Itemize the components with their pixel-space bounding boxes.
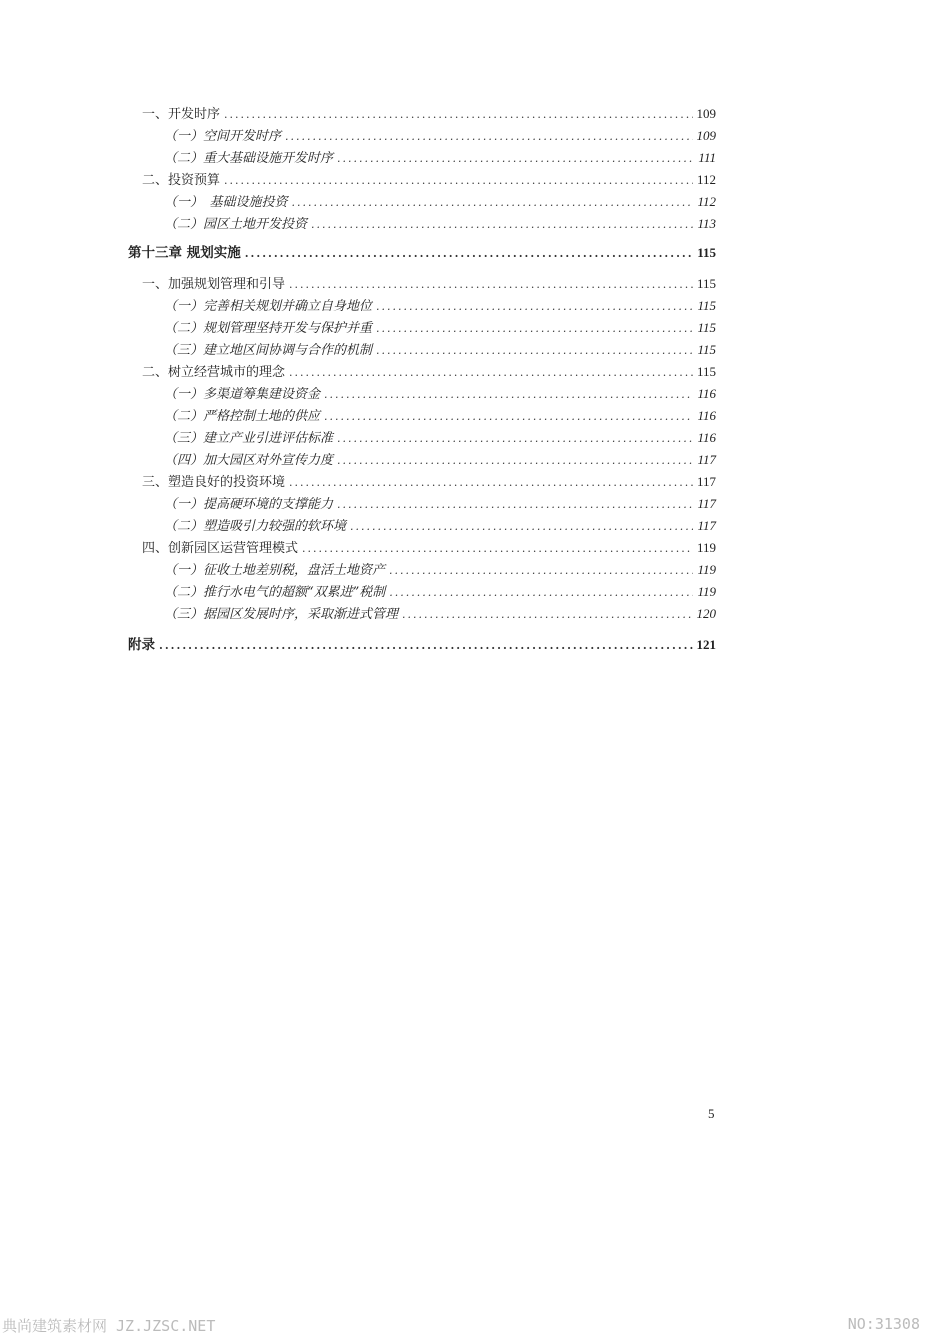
toc-dot-leader: [337, 454, 693, 467]
toc-dot-leader: [289, 278, 693, 291]
toc-dot-leader: [245, 247, 694, 260]
toc-entry[interactable]: [128, 515, 716, 537]
toc-entry[interactable]: [128, 493, 716, 515]
toc-entry[interactable]: [128, 273, 716, 295]
toc-entry-page: 115: [697, 320, 716, 335]
toc-entry-title: （一）征收土地差别税，盘活土地资产: [164, 563, 386, 578]
toc-entry-page: 109: [696, 128, 716, 143]
toc-entry[interactable]: [128, 383, 716, 405]
toc-entry-page: 119: [697, 584, 716, 599]
toc-entry-title: （二）严格控制土地的供应: [164, 409, 321, 424]
toc-dot-leader: [337, 498, 693, 511]
toc-entry-page: 115: [697, 342, 716, 357]
toc-dot-leader: [285, 130, 692, 143]
toc-entry-title: （二）规划管理坚持开发与保护并重: [164, 321, 373, 336]
toc-dot-leader: [376, 322, 693, 335]
toc-entry-page: 121: [696, 637, 716, 652]
toc-entry-page: 112: [697, 194, 716, 209]
toc-dot-leader: [402, 608, 692, 621]
watermark-id: NO:31308: [847, 1315, 920, 1333]
toc-entry-title: 附录: [128, 637, 155, 653]
toc-entry[interactable]: [128, 317, 716, 339]
toc-entry-page: 115: [696, 276, 716, 291]
toc-entry-title: （一）提高硬环境的支撑能力: [164, 497, 334, 512]
toc-dot-leader: [337, 152, 694, 165]
toc-entry[interactable]: [128, 427, 716, 449]
toc-entry-page: 113: [697, 216, 716, 231]
toc-entry-page: 109: [696, 106, 716, 121]
toc-entry[interactable]: [128, 361, 716, 383]
toc-entry-title: 二、投资预算: [142, 173, 221, 188]
toc-entry-title: 第十三章 规划实施: [128, 245, 241, 261]
toc-dot-leader: [289, 476, 693, 489]
toc-entry-page: 116: [697, 408, 716, 423]
table-of-contents: [128, 103, 716, 665]
toc-entry-page: 111: [698, 150, 716, 165]
toc-entry[interactable]: [128, 559, 716, 581]
toc-entry-page: 117: [696, 474, 716, 489]
toc-dot-leader: [324, 388, 693, 401]
toc-dot-leader: [159, 639, 693, 652]
toc-dot-leader: [376, 300, 693, 313]
toc-entry-page: 116: [697, 430, 716, 445]
toc-entry-title: 四、创新园区运营管理模式: [142, 541, 299, 556]
toc-entry-title: （二）推行水电气的超额“双累进”税制: [164, 585, 386, 600]
watermark-site: 典尚建筑素材网 JZ.JZSC.NET: [2, 1317, 216, 1335]
toc-entry[interactable]: [128, 449, 716, 471]
toc-dot-leader: [350, 520, 693, 533]
toc-dot-leader: [302, 542, 693, 555]
toc-entry-page: 119: [696, 540, 716, 555]
toc-entry-page: 112: [696, 172, 716, 187]
toc-dot-leader: [337, 432, 693, 445]
toc-chapter-entry[interactable]: [128, 633, 716, 659]
toc-entry-page: 120: [696, 606, 716, 621]
toc-entry-page: 117: [697, 518, 716, 533]
toc-entry[interactable]: [128, 405, 716, 427]
toc-entry-title: （二）重大基础设施开发时序: [164, 151, 334, 166]
page-number: 5: [708, 1106, 715, 1121]
toc-dot-leader: [324, 410, 693, 423]
toc-entry-title: （三）据园区发展时序，采取渐进式管理: [164, 607, 399, 622]
toc-entry[interactable]: [128, 213, 716, 235]
toc-entry[interactable]: [128, 603, 716, 625]
toc-entry-title: （二）园区土地开发投资: [164, 217, 308, 232]
toc-entry-page: 117: [697, 452, 716, 467]
toc-entry[interactable]: [128, 103, 716, 125]
toc-dot-leader: [289, 366, 693, 379]
toc-entry-title: （四）加大园区对外宣传力度: [164, 453, 334, 468]
toc-entry-title: （一）多渠道筹集建设资金: [164, 387, 321, 402]
toc-entry-page: 117: [697, 496, 716, 511]
toc-dot-leader: [224, 174, 693, 187]
toc-entry-title: （三）建立地区间协调与合作的机制: [164, 343, 373, 358]
toc-entry-page: 115: [696, 364, 716, 379]
toc-dot-leader: [376, 344, 693, 357]
toc-entry[interactable]: [128, 125, 716, 147]
toc-entry[interactable]: [128, 147, 716, 169]
toc-entry-title: 一、开发时序: [142, 107, 221, 122]
toc-entry-title: 一、加强规划管理和引导: [142, 277, 286, 292]
toc-entry[interactable]: [128, 339, 716, 361]
toc-entry-page: 116: [697, 386, 716, 401]
toc-dot-leader: [224, 108, 692, 121]
toc-entry-page: 115: [697, 298, 716, 313]
toc-entry-title: （三）建立产业引进评估标准: [164, 431, 334, 446]
toc-entry-page: 115: [697, 245, 716, 260]
toc-entry-title: （一） 基础设施投资: [164, 195, 288, 210]
toc-dot-leader: [389, 586, 693, 599]
toc-entry-title: 三、塑造良好的投资环境: [142, 475, 286, 490]
toc-entry-title: 二、树立经营城市的理念: [142, 365, 286, 380]
toc-entry-page: 119: [697, 562, 716, 577]
toc-dot-leader: [389, 564, 693, 577]
toc-entry-title: （一）空间开发时序: [164, 129, 282, 144]
toc-dot-leader: [292, 196, 694, 209]
toc-entry[interactable]: [128, 537, 716, 559]
toc-entry[interactable]: [128, 581, 716, 603]
toc-entry[interactable]: [128, 191, 716, 213]
watermark-footer: [0, 1313, 950, 1337]
toc-entry[interactable]: [128, 295, 716, 317]
toc-entry[interactable]: [128, 471, 716, 493]
toc-entry[interactable]: [128, 169, 716, 191]
toc-chapter-entry[interactable]: [128, 241, 716, 267]
toc-entry-title: （一）完善相关规划并确立自身地位: [164, 299, 373, 314]
toc-dot-leader: [311, 218, 693, 231]
toc-entry-title: （二）塑造吸引力较强的软环境: [164, 519, 347, 534]
